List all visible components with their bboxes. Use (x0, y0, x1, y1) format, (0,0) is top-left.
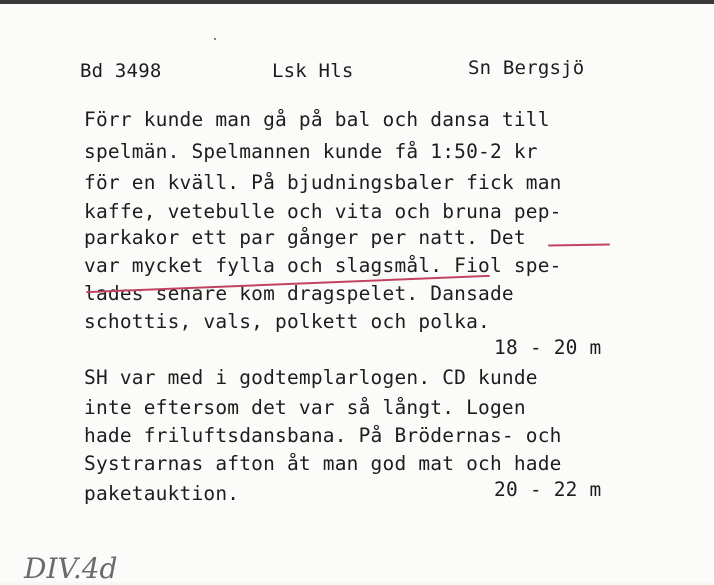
section-reference: 18 - 20 m (494, 336, 602, 359)
body-line: parkakor ett par gånger per natt. Det (84, 226, 526, 249)
body-line: SH var med i godtemplarlogen. CD kunde (84, 366, 538, 389)
body-line: Förr kunde man gå på bal och dansa till (84, 108, 550, 131)
body-line: för en kväll. På bjudningsbaler fick man (84, 171, 562, 194)
body-line: hade friluftsdansbana. På Brödernas- och (84, 424, 562, 447)
body-line: spelmän. Spelmannen kunde få 1:50-2 kr (84, 140, 538, 163)
body-line: schottis, vals, polkett och polka. (84, 310, 490, 333)
body-line: var mycket fylla och slagsmål. Fiol spe- (84, 254, 562, 277)
section-reference: 20 - 22 m (494, 478, 602, 501)
margin-note: DIV.4d (24, 552, 118, 585)
body-line: inte eftersom det var så långt. Logen (84, 396, 526, 419)
red-underline (548, 243, 610, 246)
record-id: Bd 3498 (80, 60, 162, 82)
body-line: lades senare kom dragspelet. Dansade (84, 282, 514, 305)
card-top-edge (0, 0, 714, 4)
region-code: Lsk Hls (272, 60, 354, 82)
body-line: Systrarnas afton åt man god mat och hade (84, 452, 562, 475)
ink-speck (214, 38, 216, 40)
body-line: paketauktion. (84, 482, 240, 505)
body-line: kaffe, vetebulle och vita och bruna pep- (84, 200, 562, 223)
parish-name: Sn Bergsjö (468, 57, 585, 79)
